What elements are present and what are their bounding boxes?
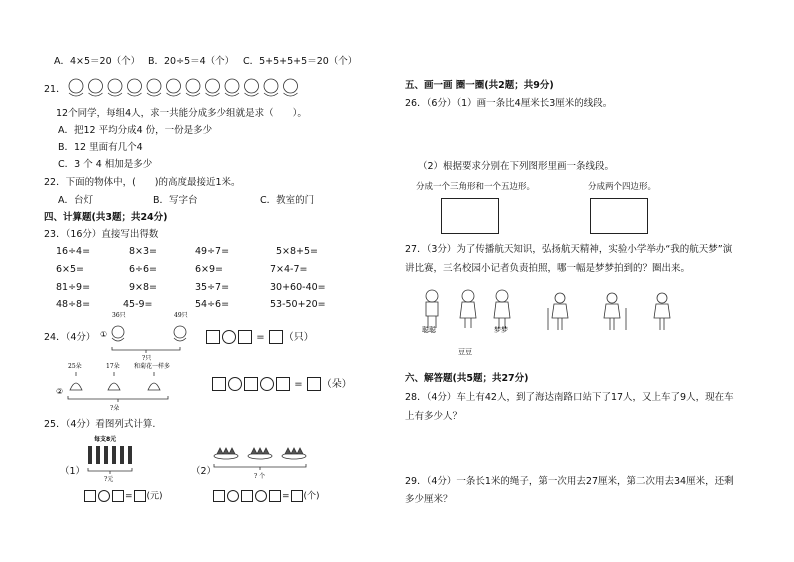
child-icon: [147, 79, 161, 93]
q29-line-1: 29．（4分）一条长1米的绳子，第一次用去27厘米，第二次用去34厘米，还剩: [405, 476, 734, 487]
q20-option-c: C．5+5+5+5＝20（个）: [243, 56, 358, 67]
q27-photo-options: [540, 290, 680, 338]
q24-figure-1: [98, 310, 198, 362]
q25-stem: 25．（4分）看图列式计算.: [44, 419, 156, 430]
name-doudou: 豆豆: [458, 348, 472, 356]
brace-label-ge: ? 个: [254, 473, 266, 480]
children-illustration: [66, 76, 310, 100]
label-25: 25朵: [68, 363, 82, 370]
q23-stem: 23．（16分）直接写出得数: [44, 229, 159, 240]
answer-box[interactable]: [241, 490, 253, 502]
answer-box[interactable]: [212, 377, 226, 391]
operator-circle[interactable]: [228, 377, 242, 391]
calc-item: 6×5=: [56, 264, 85, 275]
answer-box[interactable]: [206, 330, 220, 344]
child-icon: [206, 79, 220, 93]
child-icon: [128, 79, 142, 93]
operator-circle[interactable]: [98, 490, 110, 502]
unit-label: (个): [303, 491, 320, 502]
calc-item: 53-50+20=: [270, 299, 326, 310]
q24-equation-1: [205, 330, 314, 344]
calc-item: 7×4-7=: [270, 264, 308, 275]
q28-line-2: 上有多少人？: [405, 411, 463, 422]
q27-line-2: 讲比赛，三名校园小记者负责拍照，哪一幅是梦梦拍到的？圈出来。: [405, 263, 691, 274]
part-2-label: （2）: [191, 466, 217, 477]
calc-item: 6×9=: [195, 264, 224, 275]
answer-box[interactable]: [307, 377, 321, 391]
price-label: 每支8元: [94, 436, 117, 443]
calc-item: 81÷9=: [56, 282, 91, 293]
drawing-rectangle-1[interactable]: [441, 198, 499, 234]
q24-number: 24．（4分）: [44, 332, 96, 343]
section-6-heading: 六、解答题(共5题；共27分): [405, 373, 529, 384]
caption-two-quadrilaterals: 分成两个四边形。: [588, 182, 657, 192]
child-icon: [108, 79, 122, 93]
label-same: 和菊花一样多: [134, 363, 171, 370]
q26-stem: 26．（6分）（1）画一条比4厘米长3厘米的线段。: [405, 98, 613, 109]
circle-2-label: ②: [56, 387, 64, 396]
q24-figure-2: [56, 360, 206, 412]
child-icon: [186, 79, 200, 93]
child-icon: [225, 79, 239, 93]
calc-item: 16÷4=: [56, 246, 91, 257]
equals-sign: =: [282, 491, 290, 502]
answer-box[interactable]: [213, 490, 225, 502]
answer-box[interactable]: [84, 490, 96, 502]
child-icon: [167, 79, 181, 93]
q20-option-a: A．4×5＝20（个）: [54, 56, 141, 67]
q26-sub2: （2）根据要求分别在下列图形里画一条线段。: [418, 161, 615, 172]
q22-option-c: C．教室的门: [260, 195, 315, 206]
calc-item: 49÷7=: [195, 246, 230, 257]
child-icon: [245, 79, 259, 93]
answer-box[interactable]: [269, 490, 281, 502]
operator-circle[interactable]: [255, 490, 267, 502]
calc-item: 9×8=: [129, 282, 158, 293]
q20-option-b: B．20÷5＝4（个）: [148, 56, 235, 67]
answer-box[interactable]: [291, 490, 303, 502]
child-icon: [264, 79, 278, 93]
label-unknown-birds: ?只: [142, 355, 152, 362]
q25-figure-2: [212, 434, 322, 488]
circle-1-label: ①: [100, 330, 108, 339]
child-icon: [69, 79, 83, 93]
brace-label-yuan: ?元: [104, 476, 114, 483]
child-icon: [89, 79, 103, 93]
calc-item: 6÷6=: [129, 264, 158, 275]
q21-stem: 12个同学，每组4人，求一共能分成多少组就是求（ ）。: [56, 108, 307, 119]
operator-circle[interactable]: [227, 490, 239, 502]
calc-item: 48÷8=: [56, 299, 91, 310]
q27-line-1: 27．（3分）为了传播航天知识，弘扬航天精神，实验小学举办“我的航天梦”演: [405, 244, 733, 255]
q21-option-a: A．把12 平均分成4 份，一份是多少: [58, 125, 213, 136]
q21-option-c: C．3 个 4 相加是多少: [58, 159, 153, 170]
section-4-heading: 四、计算题(共3题；共24分): [44, 212, 168, 223]
q27-scene-figure: [418, 286, 528, 356]
section-5-heading: 五、画一画 圈一圈(共2题；共9分): [405, 80, 554, 91]
q25-equation-1: [83, 490, 163, 503]
q21-number: 21．: [44, 84, 66, 95]
label-36: 36只: [112, 312, 126, 319]
answer-box[interactable]: [134, 490, 146, 502]
answer-box[interactable]: [269, 330, 283, 344]
child-icon: [284, 79, 298, 93]
q22-option-b: B．写字台: [153, 195, 198, 206]
unit-label: （只）: [283, 332, 314, 343]
calc-item: 5×8+5=: [276, 246, 319, 257]
drawing-rectangle-2[interactable]: [590, 198, 648, 234]
answer-box[interactable]: [112, 490, 124, 502]
name-congcong: 聪聪: [422, 326, 436, 334]
calc-item: 54÷6=: [195, 299, 230, 310]
label-49: 49只: [174, 312, 188, 319]
q22-stem: 22．下面的物体中，( )的高度最接近1米。: [44, 177, 241, 188]
equals-sign: =: [294, 379, 303, 390]
calc-item: 45-9=: [123, 299, 153, 310]
operator-circle[interactable]: [222, 330, 236, 344]
q24-equation-2: [211, 377, 352, 391]
label-unknown-flowers: ?朵: [110, 405, 120, 412]
name-mengmeng: 梦梦: [494, 326, 508, 334]
label-17: 17朵: [106, 363, 120, 370]
operator-circle[interactable]: [260, 377, 274, 391]
unit-label: (元): [146, 491, 163, 502]
equals-sign: =: [256, 332, 265, 343]
q28-line-1: 28．（4分）车上有42人，到了海达南路口站下了17人，又上车了9人，现在车: [405, 392, 734, 403]
q29-line-2: 多少厘米？: [405, 494, 453, 505]
q25-figure-1: [84, 434, 144, 488]
q25-equation-2: [212, 490, 320, 503]
equals-sign: =: [125, 491, 133, 502]
calc-item: 35÷7=: [195, 282, 230, 293]
part-1-label: （1）: [60, 466, 86, 477]
calc-item: 8×3=: [129, 246, 158, 257]
answer-box[interactable]: [276, 377, 290, 391]
answer-box[interactable]: [244, 377, 258, 391]
caption-triangle-pentagon: 分成一个三角形和一个五边形。: [416, 182, 536, 192]
q22-option-a: A．台灯: [58, 195, 93, 206]
answer-box[interactable]: [238, 330, 252, 344]
unit-label: （朵）: [321, 379, 352, 390]
q21-option-b: B．12 里面有几个4: [58, 142, 143, 153]
calc-item: 30+60-40=: [270, 282, 326, 293]
